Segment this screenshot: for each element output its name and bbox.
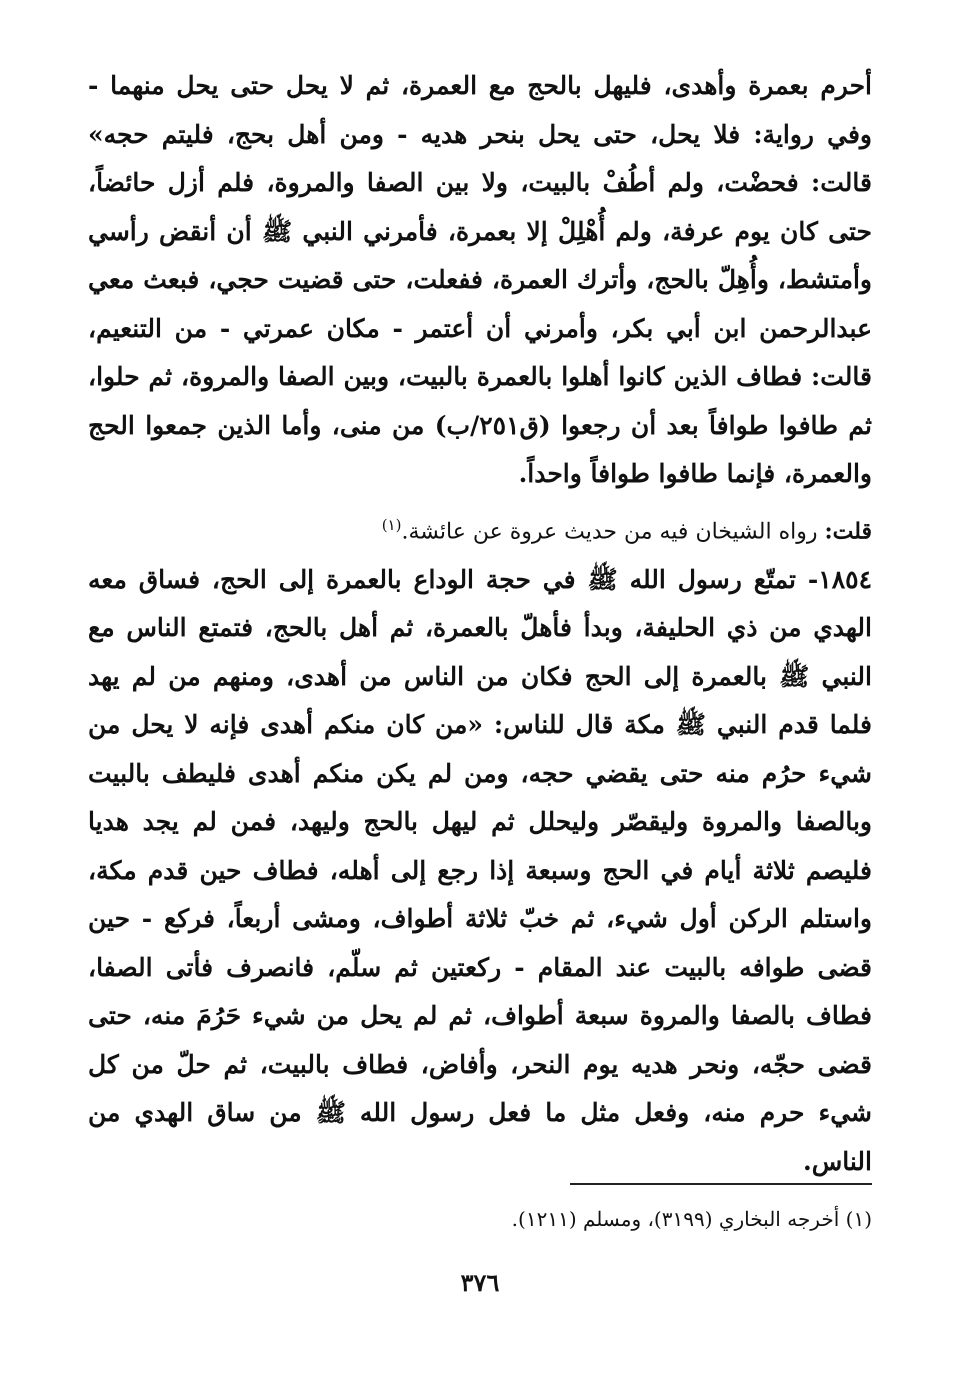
paragraph-hadith-1854: ١٨٥٤- تمتّع رسول الله ﷺ في حجة الوداع بالعمرة إلى الحج، فساق معه الهدي من ذي الحليفة، وبدأ فأهلّ بالعمرة، ثم أهل بالحج، فتمتع الناس مع النبي ﷺ بالعمرة إلى الحج فكان من الناس من أهدى، ومنهم من لم يهد فلما قدم النبي ﷺ مكة قال للناس: «من كان منكم أهدى فإنه لا يحل من شيء حرُم منه حتى يقضي حجه، ومن لم يكن منكم أهدى فليطف بالبيت وبالصفا والمروة وليقصّر وليحلل ثم ليهل بالحج وليهد، فمن لم يجد هديا فليصم ثلاثة أيام في الحج وسبعة إذا رجع إلى أهله، فطاف حين قدم مكة، واستلم الركن أول شيء، ثم خبّ ثلاثة أطواف، ومشى أربعاً، فركع - حين قضى طوافه بالبيت عند المقام - ركعتين ثم سلّم، فانصرف فأتى الصفا، فطاف بالصفا والمروة سبعة أطواف، ثم لم يحل من شيء حَرُمَ منه، حتى قضى حجّه، ونحر هديه يوم النحر، وأفاض، فطاف بالبيت، ثم حلّ من كل شيء حرم منه، وفعل مثل ما فعل رسول الله ﷺ من ساق الهدي من الناس. [88, 564, 872, 1176]
footnote-separator [570, 1183, 872, 1185]
footnote: (١) أخرجه البخاري (٣١٩٩)، ومسلم (١٢١١). [511, 1207, 872, 1231]
editor-note [88, 505, 872, 552]
editor-note-text: رواه الشيخان فيه من حديث عروة عن عائشة. [401, 518, 818, 544]
page-number: ٣٧٦ [460, 1268, 500, 1297]
footnote-reference: (١) [381, 515, 402, 534]
book-page [88, 62, 872, 1362]
editor-note-lead: قلت: [824, 517, 872, 544]
paragraph-hadith-continuation: أحرم بعمرة وأهدى، فليهل بالحج مع العمرة، ثم لا يحل حتى يحل منهما - وفي رواية: فلا يحل، حتى يحل بنحر هديه - ومن أهل بحج، فليتم حجه» قالت: فحضْت، ولم أطُفْ بالبيت، ولا بين الصفا والمروة، فلم أزل حائضاً، حتى كان يوم عرفة، ولم أُهْلِلْ إلا بعمرة، فأمرني النبي ﷺ أن أنقض رأسي وأمتشط، وأُهِلّ بالحج، وأترك العمرة، ففعلت، حتى قضيت حجي، فبعث معي عبدالرحمن ابن أبي بكر، وأمرني أن أعتمر - مكان عمرتي - من التنعيم، قالت: فطاف الذين كانوا أهلوا بالعمرة بالبيت، وبين الصفا والمروة، ثم حلوا، ثم طافوا طوافاً بعد أن رجعوا (ق٢٥١/ب) من منى، وأما الذين جمعوا الحج والعمرة، فإنما طافوا طوافاً واحداً. [88, 71, 872, 488]
